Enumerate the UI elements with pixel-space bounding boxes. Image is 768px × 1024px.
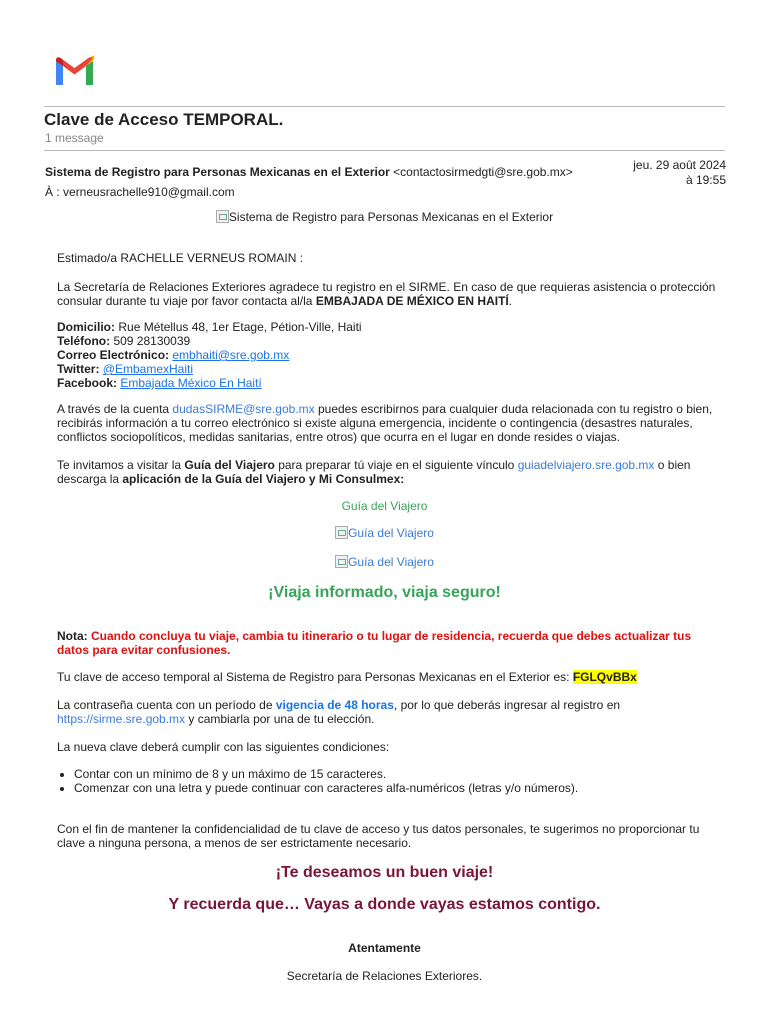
guide-image-2-alt: Guía del Viajero (348, 555, 434, 569)
phone-value: 509 28130039 (113, 334, 191, 348)
guide-bold2: aplicación de la Guía del Viajero y Mi Consulmex: (122, 472, 405, 486)
intro-paragraph (57, 280, 722, 308)
validity-pre: La contraseña cuenta con un período de (57, 698, 276, 712)
farewell-2: Y recuerda que… Vayas a donde vayas estamos contigo. (168, 896, 601, 913)
broken-image-icon (216, 210, 229, 223)
gmail-logo-icon (53, 55, 96, 85)
sender-email: <contactosirmedgti@sre.gob.mx> (393, 165, 573, 179)
guide-image-1-alt: Guía del Viajero (348, 526, 434, 540)
doubts-pre: A través de la cuenta (57, 402, 173, 416)
validity-bold: vigencia de 48 horas (275, 698, 394, 712)
phone-label: Teléfono: (57, 334, 111, 348)
email-subject: Clave de Acceso TEMPORAL. (44, 110, 284, 129)
subject-divider (44, 150, 725, 151)
temporary-key: FGLQvBBx (572, 670, 637, 684)
condition-item: • Comenzar con una letra y puede continuar con caracteres alfa-numéricos (letras y/o números). (74, 781, 722, 795)
greeting (57, 251, 722, 265)
broken-image-icon (335, 526, 348, 539)
header-divider (44, 106, 725, 107)
privacy-paragraph (57, 822, 722, 850)
guide-link[interactable]: guiadelviajero.sre.gob.mx (517, 458, 655, 472)
email-label: Correo Electrónico: (57, 348, 170, 362)
signature: Secretaría de Relaciones Exteriores. (286, 969, 483, 983)
privacy-text: Con el fin de mantener la confidencialidad de tu clave de acceso y tus datos personales, te sugerimos no proporcionar tu clave a ninguna persona, a menos de ser estrictamente necesario. (57, 822, 700, 850)
guide-pre: Te invitamos a visitar la (57, 458, 185, 472)
condition-item: • Contar con un mínimo de 8 y un máximo de 15 caracteres. (74, 767, 722, 781)
key-paragraph (57, 670, 722, 684)
validity-post: , por lo que deberás ingresar al registro en (393, 698, 621, 712)
farewell-1: ¡Te deseamos un buen viaje! (275, 864, 494, 881)
conditions-list (57, 767, 722, 795)
key-pre: Tu clave de acceso temporal al Sistema de Registro para Personas Mexicanas en el Exterior es: (57, 670, 573, 684)
embassy-name: EMBAJADA DE MÉXICO EN HAITÍ (315, 294, 509, 308)
guide-image-1[interactable] (44, 526, 725, 540)
address-value: Rue Métellus 48, 1er Etage, Pétion-Ville, Haiti (118, 320, 362, 334)
guide-mid: para preparar tú viaje en el siguiente vínculo (274, 458, 518, 472)
slogan: ¡Viaja informado, viaja seguro! (268, 584, 501, 601)
note-label: Nota: (57, 629, 88, 643)
note-text: Cuando concluya tu viaje, cambia tu itinerario o tu lugar de residencia, recuerda que debes actualizar tus datos para evitar confusiones. (57, 629, 692, 657)
twitter-link[interactable]: @EmbamexHaiti (102, 362, 194, 376)
greeting-text: Estimado/a RACHELLE VERNEUS ROMAIN : (57, 251, 304, 265)
recipient-email: verneusrachelle910@gmail.com (63, 185, 235, 199)
guide-bold: Guía del Viajero (184, 458, 275, 472)
recipient-line (45, 185, 235, 199)
facebook-link[interactable]: Embajada México En Haití (120, 376, 262, 390)
guide-mid2: o bien descarga la (57, 458, 691, 486)
intro-end: . (508, 294, 513, 308)
message-date (633, 158, 726, 188)
guide-title[interactable]: Guía del Viajero (341, 499, 428, 513)
message-count: 1 message (45, 131, 104, 145)
to-label: À : (45, 185, 60, 199)
sender-name: Sistema de Registro para Personas Mexicanas en el Exterior (45, 165, 390, 179)
guide-image-2[interactable] (44, 555, 725, 569)
facebook-label: Facebook: (57, 376, 118, 390)
header-image-alt: Sistema de Registro para Personas Mexicanas en el Exterior (228, 210, 554, 224)
conditions-intro (57, 740, 722, 754)
intro-text: La Secretaría de Relaciones Exteriores agradece tu registro en el SIRME. En caso de que requieras asistencia o protección consular durante tu viaje por favor contacta al/la (57, 280, 716, 308)
header-image (44, 210, 725, 224)
twitter-label: Twitter: (57, 362, 100, 376)
closing: Atentamente (348, 941, 421, 955)
validity-paragraph (57, 698, 722, 726)
date-line-1: jeu. 29 août 2024 (633, 158, 726, 172)
address-label: Domicilio: (57, 320, 116, 334)
note-paragraph (57, 629, 722, 657)
validity-end: y cambiarla por una de tu elección. (185, 712, 375, 726)
broken-image-icon (335, 555, 348, 568)
conditions-intro-text: La nueva clave deberá cumplir con las siguientes condiciones: (57, 740, 390, 754)
guide-paragraph (57, 458, 722, 486)
sender-line (45, 165, 573, 179)
contact-block (57, 320, 722, 390)
doubts-paragraph (57, 402, 722, 444)
embassy-email-link[interactable]: embhaiti@sre.gob.mx (172, 348, 290, 362)
date-line-2: à 19:55 (685, 173, 726, 187)
doubts-email-link[interactable]: dudasSIRME@sre.gob.mx (172, 402, 315, 416)
doubts-post: puedes escribirnos para cualquier duda relacionada con tu registro o bien, recibirás información a tu correo electrónico si existe alguna emergencia, incidente o contingencia (desastres naturales, conflictos sociopolíticos, medidas sanitarias, entre otros) que ocurra en el lugar en donde resides o viajas. (57, 402, 713, 444)
sirme-link[interactable]: https://sirme.sre.gob.mx (57, 712, 186, 726)
